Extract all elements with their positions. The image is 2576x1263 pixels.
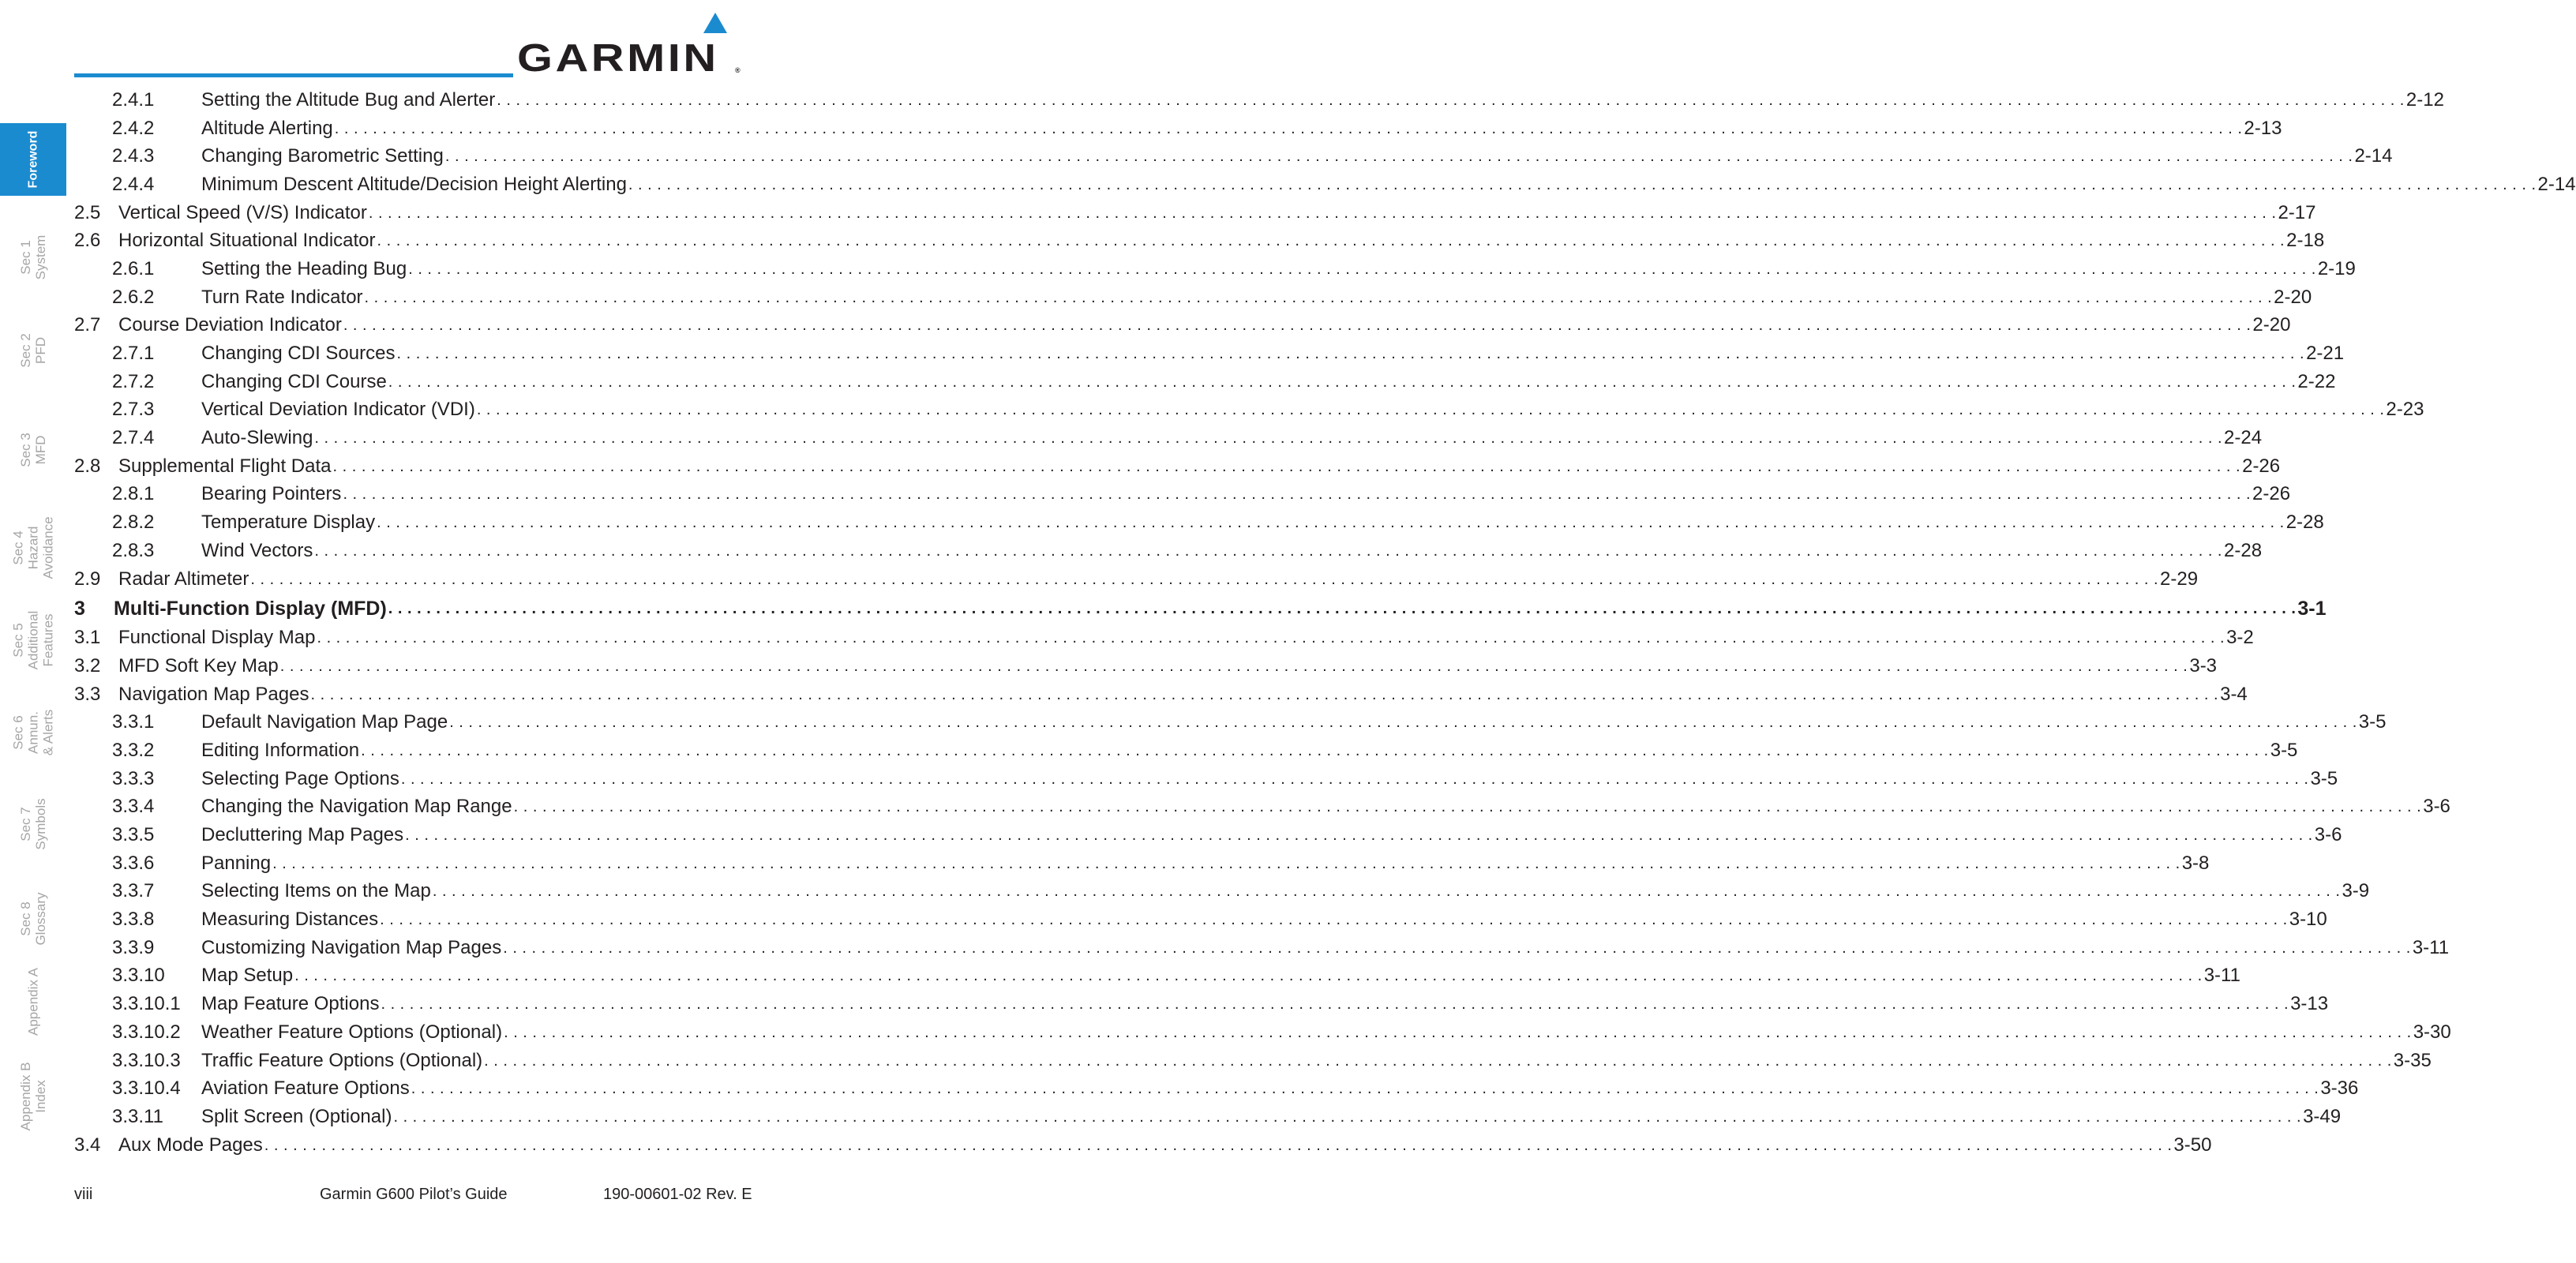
dot-leader: . . . . . . . . . . . . . . . . . . . . . . . . . . . . . . . . . . . . . . . . . . . . . . . . . . . . . . . . . . . . . . . . . . . . . . . . . . . . . . . . . . . . . . . . . . . . . . . . . . . . . . . . . . . . . . . . . . . . . . . . . . . . . . . . . . . . . . . . . . . . . . . . . . . . . . . . . . . . . . . . . . . . . . . . . . . . . . . . . . . . . . . . . . . . . . . . . . . . . . . . <box>272 854 2180 872</box>
toc-entry[interactable] <box>74 227 2325 255</box>
dot-leader: . . . . . . . . . . . . . . . . . . . . . . . . . . . . . . . . . . . . . . . . . . . . . . . . . . . . . . . . . . . . . . . . . . . . . . . . . . . . . . . . . . . . . . . . . . . . . . . . . . . . . . . . . . . . . . . . . . . . . . . . . . . . . . . . . . . . . . . . . . . . . . . . . . . . . . . . . . . . . . . . . . . . . . . . . . . . . . . . . . . . . . . . . . . . . . . . . . . . . . . . <box>504 1023 2412 1041</box>
dot-leader: . . . . . . . . . . . . . . . . . . . . . . . . . . . . . . . . . . . . . . . . . . . . . . . . . . . . . . . . . . . . . . . . . . . . . . . . . . . . . . . . . . . . . . . . . . . . . . . . . . . . . . . . . . . . . . . . . . . . . . . . . . . . . . . . . . . . . . . . . . . . . . . . . . . . . . . . . . . . . . . . . . . . . . . . . . . . . . . . . . . . . . . . . . . . . . . . . . . . . . . . <box>396 345 2305 363</box>
toc-entry[interactable] <box>74 849 2210 878</box>
toc-entry-number: 2.8 <box>74 455 101 477</box>
toc-entry[interactable] <box>74 793 2450 822</box>
side-tab-label: Sec 4 Hazard Avoidance <box>10 516 56 579</box>
toc-entry-title: Vertical Speed (V/S) Indicator <box>118 201 367 223</box>
toc-entry-page: 2-24 <box>2224 427 2263 449</box>
toc-entry-page: 2-18 <box>2286 230 2325 252</box>
dot-leader: . . . . . . . . . . . . . . . . . . . . . . . . . . . . . . . . . . . . . . . . . . . . . . . . . . . . . . . . . . . . . . . . . . . . . . . . . . . . . . . . . . . . . . . . . . . . . . . . . . . . . . . . . . . . . . . . . . . . . . . . . . . . . . . . . . . . . . . . . . . . . . . . . . . . . . . . . . . . . . . . . . . . . . . . . . . . . . . . . . . . . . . . . . . . . . . . . . . . . . . . <box>497 91 2405 109</box>
toc-entry-page: 2-26 <box>2242 455 2281 477</box>
toc-entry-number: 3 <box>74 597 85 620</box>
dot-leader: . . . . . . . . . . . . . . . . . . . . . . . . . . . . . . . . . . . . . . . . . . . . . . . . . . . . . . . . . . . . . . . . . . . . . . . . . . . . . . . . . . . . . . . . . . . . . . . . . . . . . . . . . . . . . . . . . . . . . . . . . . . . . . . . . . . . . . . . . . . . . . . . . . . . . . . . . . . . . . . . . . . . . . . . . . . . . . . . . . . . . . . . . . . . . . . . . . . . . . . . <box>444 148 2353 166</box>
toc-entry-number: 2.7.2 <box>112 370 155 392</box>
dot-leader: . . . . . . . . . . . . . . . . . . . . . . . . . . . . . . . . . . . . . . . . . . . . . . . . . . . . . . . . . . . . . . . . . . . . . . . . . . . . . . . . . . . . . . . . . . . . . . . . . . . . . . . . . . . . . . . . . . . . . . . . . . . . . . . . . . . . . . . . . . . . . . . . . . . . . . . . . . . . . . . . . . . . . . . . . . . . . . . . . . . . . . . . . . . . . . . . . . . . . . . . <box>334 119 2243 137</box>
toc-entry-number: 3.3.9 <box>112 936 155 958</box>
toc-entry[interactable] <box>74 962 2240 991</box>
dot-leader: . . . . . . . . . . . . . . . . . . . . . . . . . . . . . . . . . . . . . . . . . . . . . . . . . . . . . . . . . . . . . . . . . . . . . . . . . . . . . . . . . . . . . . . . . . . . . . . . . . . . . . . . . . . . . . . . . . . . . . . . . . . . . . . . . . . . . . . . . . . . . . . . . . . . . . . . . . . . . . . . . . . . . . . . . . . . . . . . . . . . . . . . . . . . . . . . . . . . . . . . <box>393 1107 2302 1126</box>
toc-entry-page: 3-4 <box>2220 683 2248 705</box>
registered-mark: ® <box>735 66 741 74</box>
toc-entry[interactable] <box>74 312 2291 340</box>
dot-leader: . . . . . . . . . . . . . . . . . . . . . . . . . . . . . . . . . . . . . . . . . . . . . . . . . . . . . . . . . . . . . . . . . . . . . . . . . . . . . . . . . . . . . . . . . . . . . . . . . . . . . . . . . . . . . . . . . . . . . . . . . . . . . . . . . . . . . . . . . . . . . . . . . . . . . . . . . . . . . . . . . . . . . . . . . . . . . . . . . . . . . . . . . . . . . . . . . . . . . . . . <box>317 629 2225 647</box>
toc-entry-title: Aviation Feature Options <box>201 1077 410 1100</box>
toc-entry-title: Editing Information <box>201 739 360 761</box>
toc-entry-title: Setting the Altitude Bug and Alerter <box>201 88 496 111</box>
toc-entry-title: Auto-Slewing <box>201 427 313 449</box>
toc-entry-number: 2.7.4 <box>112 427 155 449</box>
toc-entry-title: Panning <box>201 852 272 874</box>
toc-entry[interactable] <box>74 1074 2359 1103</box>
toc-entry-number: 2.6.1 <box>112 257 155 279</box>
toc-entry-number: 2.6.2 <box>112 286 155 308</box>
toc-entry[interactable] <box>74 934 2450 962</box>
toc-entry-number: 2.7 <box>74 314 101 336</box>
footer-page-number: viii <box>74 1186 93 1203</box>
toc-entry[interactable] <box>74 452 2281 481</box>
toc-entry-title: Map Feature Options <box>201 993 380 1015</box>
toc-entry[interactable] <box>74 593 2327 624</box>
toc-entry-page: 2-28 <box>2224 539 2263 561</box>
toc-entry-page: 3-5 <box>2358 711 2387 733</box>
toc-entry-page: 2-12 <box>2405 88 2444 111</box>
dot-leader: . . . . . . . . . . . . . . . . . . . . . . . . . . . . . . . . . . . . . . . . . . . . . . . . . . . . . . . . . . . . . . . . . . . . . . . . . . . . . . . . . . . . . . . . . . . . . . . . . . . . . . . . . . . . . . . . . . . . . . . . . . . . . . . . . . . . . . . . . . . . . . . . . . . . . . . . . . . . . . . . . . . . . . . . . . . . . . . . . . . . . . . . . . . . . . . . . . . . . . . . <box>408 260 2316 278</box>
toc-entry-page: 2-22 <box>2297 370 2336 392</box>
toc-entry-number: 3.3.1 <box>112 711 155 733</box>
side-tab-label: Sec 7 Symbols <box>18 798 48 850</box>
toc-entry-number: 2.8.3 <box>112 539 155 561</box>
toc-entry[interactable] <box>74 396 2424 425</box>
side-tab-10[interactable] <box>0 1050 66 1143</box>
toc-entry-title: Measuring Distances <box>201 909 379 931</box>
toc-entry-number: 2.6 <box>74 230 101 252</box>
toc-entry-number: 2.8.2 <box>112 512 155 534</box>
toc-entry-number: 3.3.8 <box>112 909 155 931</box>
toc-entry[interactable] <box>74 86 2444 114</box>
dot-leader: . . . . . . . . . . . . . . . . . . . . . . . . . . . . . . . . . . . . . . . . . . . . . . . . . . . . . . . . . . . . . . . . . . . . . . . . . . . . . . . . . . . . . . . . . . . . . . . . . . . . . . . . . . . . . . . . . . . . . . . . . . . . . . . . . . . . . . . . . . . . . . . . . . . . . . . . . . . . . . . . . . . . . . . . . . . . . . . . . . . . . . . . . . . . . . . . . . . . . . . . <box>368 204 2277 222</box>
toc-entry-title: Supplemental Flight Data <box>118 455 332 477</box>
toc-entry-title: Map Setup <box>201 965 294 987</box>
toc-entry[interactable] <box>74 1103 2342 1131</box>
toc-entry-page: 2-29 <box>2160 568 2199 590</box>
toc-entry-number: 2.8.1 <box>112 483 155 505</box>
toc-entry-number: 3.3.10.4 <box>112 1077 181 1100</box>
toc-entry[interactable] <box>74 765 2338 793</box>
toc-entry-title: Navigation Map Pages <box>118 683 309 705</box>
toc-entry-title: Changing Barometric Setting <box>201 145 444 167</box>
toc-entry-number: 3.3.4 <box>112 796 155 818</box>
toc-entry-number: 3.3.5 <box>112 824 155 846</box>
dot-leader: . . . . . . . . . . . . . . . . . . . . . . . . . . . . . . . . . . . . . . . . . . . . . . . . . . . . . . . . . . . . . . . . . . . . . . . . . . . . . . . . . . . . . . . . . . . . . . . . . . . . . . . . . . . . . . . . . . . . . . . . . . . . . . . . . . . . . . . . . . . . . . . . . . . . . . . . . . . . . . . . . . . . . . . . . . . . . . . . . . . . . . . . . . . . . . . . . . . . . . . . <box>484 1051 2392 1070</box>
dot-leader: . . . . . . . . . . . . . . . . . . . . . . . . . . . . . . . . . . . . . . . . . . . . . . . . . . . . . . . . . . . . . . . . . . . . . . . . . . . . . . . . . . . . . . . . . . . . . . . . . . . . . . . . . . . . . . . . . . . . . . . . . . . . . . . . . . . . . . . . . . . . . . . . . . . . . . . . . . . . . . . . . . . . . . . . . . . . . . . . . . . . . . . . . . . . . . . . . . . . . . . . <box>432 883 2341 901</box>
toc-entry-title: Wind Vectors <box>201 539 313 561</box>
dot-leader: . . . . . . . . . . . . . . . . . . . . . . . . . . . . . . . . . . . . . . . . . . . . . . . . . . . . . . . . . . . . . . . . . . . . . . . . . . . . . . . . . . . . . . . . . . . . . . . . . . . . . . . . . . . . . . . . . . . . . . . . . . . . . . . . . . . . . . . . . . . . . . . . . . . . . . . . . . . . . . . . . . . . . . . . . . . . . . . . . . . . . . . . . . . . . . . . . . . . . . . . <box>264 1136 2173 1154</box>
toc-entry-number: 3.4 <box>74 1134 101 1156</box>
side-tab-0[interactable] <box>0 123 66 196</box>
toc-entry-page: 3-6 <box>2423 796 2450 818</box>
toc-entry-title: Customizing Navigation Map Pages <box>201 936 502 958</box>
side-tab-label: Appendix A <box>25 967 41 1036</box>
toc-entry-page: 3-6 <box>2314 824 2342 846</box>
toc-entry-title: Selecting Items on the Map <box>201 880 431 902</box>
toc-entry-title: Vertical Deviation Indicator (VDI) <box>201 399 475 421</box>
dot-leader: . . . . . . . . . . . . . . . . . . . . . . . . . . . . . . . . . . . . . . . . . . . . . . . . . . . . . . . . . . . . . . . . . . . . . . . . . . . . . . . . . . . . . . . . . . . . . . . . . . . . . . . . . . . . . . . . . . . . . . . . . . . . . . . . . . . . . . . . . . . . . . . . . . . . . . . . . . . . . . . . . . . . . . . . . . . . . . . . . . . . . . . . . . . . . . . . . . . . . . . . <box>343 485 2252 504</box>
toc-entry-page: 3-3 <box>2189 654 2218 676</box>
toc-entry-title: Changing the Navigation Map Range <box>201 796 512 818</box>
toc-entry[interactable] <box>74 708 2387 736</box>
toc-entry-page: 3-2 <box>2226 627 2254 649</box>
toc-entry-page: 3-11 <box>2412 936 2450 958</box>
dot-leader: . . . . . . . . . . . . . . . . . . . . . . . . . . . . . . . . . . . . . . . . . . . . . . . . . . . . . . . . . . . . . . . . . . . . . . . . . . . . . . . . . . . . . . . . . . . . . . . . . . . . . . . . . . . . . . . . . . . . . . . . . . . . . . . . . . . . . . . . . . . . . . . . . . . . . . . . . . . . . . . . . . . . . . . . . . . . . . . . . . . . . . . . . . . . . . . . . . . . . . . . <box>388 373 2297 391</box>
side-tab-label: Sec 3 MFD <box>18 433 48 467</box>
toc-entry-title: Altitude Alerting <box>201 117 333 139</box>
toc-entry-title: Aux Mode Pages <box>118 1134 263 1156</box>
dot-leader: . . . . . . . . . . . . . . . . . . . . . . . . . . . . . . . . . . . . . . . . . . . . . . . . . . . . . . . . . . . . . . . . . . . . . . . . . . . . . . . . . . . . . . . . . . . . . . . . . . . . . . . . . . . . . . . . . . . . . . . . . . . . . . . . . . . . . . . . . . . . . . . . . . . . . . . . . . . . . . . . . . . . . . . . . . . . . . . . . . . . . . . . . . . . . . . . . . . . . . . . <box>628 175 2537 193</box>
toc-entry-number: 2.7.1 <box>112 343 155 365</box>
toc-entry-title: Course Deviation Indicator <box>118 314 342 336</box>
toc-entry-title: Turn Rate Indicator <box>201 286 363 308</box>
dot-leader: . . . . . . . . . . . . . . . . . . . . . . . . . . . . . . . . . . . . . . . . . . . . . . . . . . . . . . . . . . . . . . . . . . . . . . . . . . . . . . . . . . . . . . . . . . . . . . . . . . . . . . . . . . . . . . . . . . . . . . . . . . . . . . . . . . . . . . . . . . . . . . . . . . . . . . . . . . . . . . . . . . . . . . . . . . . . . . . . . . . . . . . . . . . . . . . . . . . . . . . . <box>400 770 2309 788</box>
dot-leader: . . . . . . . . . . . . . . . . . . . . . . . . . . . . . . . . . . . . . . . . . . . . . . . . . . . . . . . . . . . . . . . . . . . . . . . . . . . . . . . . . . . . . . . . . . . . . . . . . . . . . . . . . . . . . . . . . . . . . . . . . . . . . . . . . . . . . . . . . . . . . . . . . . . . . . . . . . . . . . . . . . . . . . . . . . . . . . . . . . . . . . . . . . . . . . . . . . . . . . . . <box>405 826 2313 845</box>
footer-doc-id: 190-00601-02 Rev. E <box>603 1186 752 1203</box>
toc-entry[interactable] <box>74 680 2248 709</box>
side-tab-label: Foreword <box>26 130 40 189</box>
toc-entry-number: 3.3.6 <box>112 852 155 874</box>
toc-entry-title: Functional Display Map <box>118 627 316 649</box>
footer-title: Garmin G600 Pilot’s Guide <box>320 1186 508 1203</box>
toc-entry[interactable] <box>74 339 2345 368</box>
dot-leader: . . . . . . . . . . . . . . . . . . . . . . . . . . . . . . . . . . . . . . . . . . . . . . . . . . . . . . . . . . . . . . . . . . . . . . . . . . . . . . . . . . . . . . . . . . . . . . . . . . . . . . . . . . . . . . . . . . . . . . . . . . . . . . . . . . . . . . . . . . . . . . . . . . . . . . . . . . . . . . . . . . . . . . . . . . . . . . . . . . . . . . . . . . . . . . . . . . . . . . . . <box>377 514 2285 532</box>
toc-entry[interactable] <box>74 481 2291 509</box>
toc-entry[interactable] <box>74 821 2342 849</box>
toc-entry-number: 2.4.3 <box>112 145 155 167</box>
toc-entry[interactable] <box>74 624 2254 652</box>
toc-entry[interactable] <box>74 114 2282 143</box>
toc-entry-number: 2.9 <box>74 568 101 590</box>
toc-entry-title: Weather Feature Options (Optional) <box>201 1021 503 1043</box>
toc-entry-number: 3.1 <box>74 627 101 649</box>
toc-entry-page: 3-36 <box>2320 1077 2359 1100</box>
side-tab-7[interactable] <box>0 781 66 867</box>
header-rule <box>74 73 513 77</box>
toc-entry-page: 3-13 <box>2290 993 2329 1015</box>
toc-entry[interactable] <box>74 736 2298 765</box>
toc-entry-number: 2.7.3 <box>112 399 155 421</box>
dot-leader: . . . . . . . . . . . . . . . . . . . . . . . . . . . . . . . . . . . . . . . . . . . . . . . . . . . . . . . . . . . . . . . . . . . . . . . . . . . . . . . . . . . . . . . . . . . . . . . . . . . . . . . . . . . . . . . . . . . . . . . . . . . . . . . . . . . . . . . . . . . . . . . . . . . . . . . . . . . . . . . . . . . . . . . . . . . . . . . . . . . . . . . . . . . . . . . . . . . . . . . . <box>381 995 2289 1014</box>
toc-entry-title: Minimum Descent Altitude/Decision Height Alerting <box>201 173 627 195</box>
dot-leader: . . . . . . . . . . . . . . . . . . . . . . . . . . . . . . . . . . . . . . . . . . . . . . . . . . . . . . . . . . . . . . . . . . . . . . . . . . . . . . . . . . . . . . . . . . . . . . . . . . . . . . . . . . . . . . . . . . . . . . . . . . . . . . . . . . . . . . . . . . . . . . . . . . . . . . . . . . . . . . . . . . . . . . . . . . . . . . . . . . . . . . . . . . . . . . . . . . . . . . . . <box>279 657 2188 675</box>
dot-leader: . . . . . . . . . . . . . . . . . . . . . . . . . . . . . . . . . . . . . . . . . . . . . . . . . . . . . . . . . . . . . . . . . . . . . . . . . . . . . . . . . . . . . . . . . . . . . . . . . . . . . . . . . . . . . . . . . . . . . . . . . . . . . . . . . . . . . . . . . . . . . . . . . . . . . . . . . . . . . . . . . . . . . . . . . . . . . . . . . . . . . . . . . . . . . . . . . . . . . . . . <box>314 542 2222 560</box>
toc-entry[interactable] <box>74 565 2199 594</box>
toc-entry[interactable] <box>74 1018 2451 1047</box>
toc-entry[interactable] <box>74 905 2327 934</box>
toc-entry-number: 3.3 <box>74 683 101 705</box>
dot-leader: . . . . . . . . . . . . . . . . . . . . . . . . . . . . . . . . . . . . . . . . . . . . . . . . . . . . . . . . . . . . . . . . . . . . . . . . . . . . . . . . . . . . . . . . . . . . . . . . . . . . . . . . . . . . . . . . . . . . . . . . . . . . . . . . . . . . . . . . . . . . . . . . . . . . . . . . . . . . . . . . . . . . . . . . . . . . . . . . . . . . . . . . . . . . . . . . . . . . . . . . <box>503 939 2411 957</box>
toc-entry-page: 3-5 <box>2270 739 2298 761</box>
toc-entry-page: 3-8 <box>2181 852 2210 874</box>
toc-entry-page: 3-9 <box>2342 880 2370 902</box>
toc-entry-number: 3.3.10.2 <box>112 1021 181 1043</box>
toc-entry-title: Setting the Heading Bug <box>201 257 407 279</box>
toc-entry[interactable] <box>74 508 2324 537</box>
dot-leader: . . . . . . . . . . . . . . . . . . . . . . . . . . . . . . . . . . . . . . . . . . . . . . . . . . . . . . . . . . . . . . . . . . . . . . . . . . . . . . . . . . . . . . . . . . . . . . . . . . . . . . . . . . . . . . . . . . . . . . . . . . . . . . . . . . . . . . . . . . . . . . . . . . . . . . . . . . . . . . . . . . . . . . . . . . . . . . . . . . . . . . . . . . . . . . . . . . . . . . . . <box>250 570 2159 588</box>
dot-leader: . . . . . . . . . . . . . . . . . . . . . . . . . . . . . . . . . . . . . . . . . . . . . . . . . . . . . . . . . . . . . . . . . . . . . . . . . . . . . . . . . . . . . . . . . . . . . . . . . . . . . . . . . . . . . . . . . . . . . . . . . . . . . . . . . . . . . . . . . . . . . . . . . . . . . . . . . . . . . . . . . . . . . . . . . . . . . . . . . . . . . . . . . . . . . . . . . . . . . . . . <box>332 457 2241 475</box>
toc-entry-title: Decluttering Map Pages <box>201 824 404 846</box>
toc-entry-number: 2.4.1 <box>112 88 155 111</box>
toc-entry-page: 2-14 <box>2537 173 2576 195</box>
dot-leader: . . . . . . . . . . . . . . . . . . . . . . . . . . . . . . . . . . . . . . . . . . . . . . . . . . . . . . . . . . . . . . . . . . . . . . . . . . . . . . . . . . . . . . . . . . . . . . . . . . . . . . . . . . . . . . . . . . . . . . . . . . . . . . . . . . . . . . . . . . . . . . . . . . . . . . . . . . . . . . . . . . . . . . . . . . . . . . . . . . . . . . . . . . . . . . . . . . . . . . . . <box>314 429 2223 448</box>
toc-entry[interactable] <box>74 1131 2212 1160</box>
toc-entry-page: 2-20 <box>2274 286 2312 308</box>
toc-entry[interactable] <box>74 199 2316 227</box>
dot-leader: . . . . . . . . . . . . . . . . . . . . . . . . . . . . . . . . . . . . . . . . . . . . . . . . . . . . . . . . . . . . . . . . . . . . . . . . . . . . . . . . . . . . . . . . . . . . . . . . . . . . . . . . . . . . . . . . . . . . . . . . . . . . . . . . . . . . . . . . . . . . . . . . . . . . . . . . . . . . . . . . . . . . . . . . . . . . . . . . . . . . . . . . . . . . . . . . . . . . . . . . <box>364 288 2273 306</box>
toc-entry-page: 2-14 <box>2354 145 2393 167</box>
toc-entry-number: 3.3.10.1 <box>112 993 181 1015</box>
toc-entry-number: 3.3.10 <box>112 965 165 987</box>
section-tabs <box>0 0 66 1263</box>
table-of-contents <box>74 86 2576 1159</box>
toc-entry-title: Temperature Display <box>201 512 376 534</box>
side-tab-6[interactable] <box>0 685 66 780</box>
toc-entry-number: 2.4.2 <box>112 117 155 139</box>
toc-entry[interactable] <box>74 368 2336 396</box>
toc-entry-number: 3.3.10.3 <box>112 1049 181 1071</box>
side-tab-2[interactable] <box>0 314 66 387</box>
dot-leader: . . . . . . . . . . . . . . . . . . . . . . . . . . . . . . . . . . . . . . . . . . . . . . . . . . . . . . . . . . . . . . . . . . . . . . . . . . . . . . . . . . . . . . . . . . . . . . . . . . . . . . . . . . . . . . . . . . . . . . . . . . . . . . . . . . . . . . . . . . . . . . . . . . . . . . . . . . . . . . . . . . . . . . . . . . . . . . . . . . . . . . . . . . . . . . . . . . . . . . . . <box>377 232 2285 250</box>
dot-leader: . . . . . . . . . . . . . . . . . . . . . . . . . . . . . . . . . . . . . . . . . . . . . . . . . . . . . . . . . . . . . . . . . . . . . . . . . . . . . . . . . . . . . . . . . . . . . . . . . . . . . . . . . . . . . . . . . . . . . . . . . . . . . . . . . . . . . . . . . . . . . . . . . . . . . . . . . . . . . . . . . . . . . . . . . . . . . . . . . . . . . . . . . . . . . . . . . . . . . . . . <box>411 1080 2319 1098</box>
toc-entry[interactable] <box>74 878 2370 906</box>
toc-entry-page: 3-5 <box>2310 767 2338 789</box>
side-tab-8[interactable] <box>0 876 66 961</box>
toc-entry-number: 2.4.4 <box>112 173 155 195</box>
toc-entry-title: Horizontal Situational Indicator <box>118 230 376 252</box>
toc-entry-title: Changing CDI Sources <box>201 343 396 365</box>
triangle-icon <box>703 13 727 33</box>
toc-entry-page: 3-50 <box>2173 1134 2212 1156</box>
dot-leader: . . . . . . . . . . . . . . . . . . . . . . . . . . . . . . . . . . . . . . . . . . . . . . . . . . . . . . . . . . . . . . . . . . . . . . . . . . . . . . . . . . . . . . . . . . . . . . . . . . . . . . . . . . . . . . . . . . . . . . . . . . . . . . . . . . . . . . . . . . . . . . . . . . . . . . . . . . . . . . . . . . . . . . . . . . . . . . . . . . . . . . . . . . . . . . . . . . . . . . . . <box>513 798 2422 816</box>
dot-leader: . . . . . . . . . . . . . . . . . . . . . . . . . . . . . . . . . . . . . . . . . . . . . . . . . . . . . . . . . . . . . . . . . . . . . . . . . . . . . . . . . . . . . . . . . . . . . . . . . . . . . . . . . . . . . . . . . . . . . . . . . . . . . . . . . . . . . . . . . . . . . . . . . . . . . . . . . . . . . . . . . . . . . . . . . . . . . . . . . . . . . . . . . . . . . . . . . . . . . . . . <box>380 911 2288 929</box>
toc-entry-number: 3.3.2 <box>112 739 155 761</box>
side-tab-1[interactable] <box>0 221 66 294</box>
toc-entry-title: Changing CDI Course <box>201 370 387 392</box>
toc-entry-page: 2-26 <box>2252 483 2291 505</box>
side-tab-label: Sec 1 System <box>18 234 48 280</box>
toc-entry-title: Selecting Page Options <box>201 767 399 789</box>
toc-entry-title: Default Navigation Map Page <box>201 711 448 733</box>
side-tab-5[interactable] <box>0 594 66 687</box>
side-tab-9[interactable] <box>0 955 66 1048</box>
side-tab-label: Sec 8 Glossary <box>18 892 48 946</box>
side-tab-label: Sec 2 PFD <box>18 333 48 368</box>
toc-entry-title: Split Screen (Optional) <box>201 1105 392 1127</box>
dot-leader: . . . . . . . . . . . . . . . . . . . . . . . . . . . . . . . . . . . . . . . . . . . . . . . . . . . . . . . . . . . . . . . . . . . . . . . . . . . . . . . . . . . . . . . . . . . . . . . . . . . . . . . . . . . . . . . . . . . . . . . . . . . . . . . . . . . . . . . . . . . . . . . . . . . . . . . . . . . . . . . . . . . . . . . . . . . . . . . . . . . . . . . . . . . . . . . . . . . . . . . . <box>294 967 2203 985</box>
toc-entry-number: 3.2 <box>74 654 101 676</box>
toc-entry-page: 3-1 <box>2297 597 2327 620</box>
toc-entry[interactable] <box>74 652 2218 680</box>
toc-entry-page: 2-17 <box>2278 201 2316 223</box>
toc-entry[interactable] <box>74 424 2263 452</box>
toc-entry-number: 3.3.7 <box>112 880 155 902</box>
toc-entry[interactable] <box>74 255 2356 283</box>
toc-entry-number: 2.5 <box>74 201 101 223</box>
garmin-wordmark: GARMIN <box>517 37 719 80</box>
dot-leader: . . . . . . . . . . . . . . . . . . . . . . . . . . . . . . . . . . . . . . . . . . . . . . . . . . . . . . . . . . . . . . . . . . . . . . . . . . . . . . . . . . . . . . . . . . . . . . . . . . . . . . . . . . . . . . . . . . . . . . . . . . . . . . . . . . . . . . . . . . . . . . . . . . . . . . . . . . . . . . . . . . . . . . . . . . . . . . . . . . . . . . . . . . . . . . . . . . . . . . . . <box>310 685 2219 703</box>
toc-entry-page: 3-30 <box>2413 1021 2451 1043</box>
dot-leader: . . . . . . . . . . . . . . . . . . . . . . . . . . . . . . . . . . . . . . . . . . . . . . . . . . . . . . . . . . . . . . . . . . . . . . . . . . . . . . . . . . . . . . . . . . . . . . . . . . . . . . . . . . . . . . . . . . . . . . . . . . . . . . . . . . . . . . . . . . . . . . . . . . . . . . . . . . . . . . . . . . . . . . . . . . . . . . . . . . . . . . . . . . . . . . . . . . . . . . . . <box>388 599 2297 617</box>
dot-leader: . . . . . . . . . . . . . . . . . . . . . . . . . . . . . . . . . . . . . . . . . . . . . . . . . . . . . . . . . . . . . . . . . . . . . . . . . . . . . . . . . . . . . . . . . . . . . . . . . . . . . . . . . . . . . . . . . . . . . . . . . . . . . . . . . . . . . . . . . . . . . . . . . . . . . . . . . . . . . . . . . . . . . . . . . . . . . . . . . . . . . . . . . . . . . . . . . . . . . . . . <box>449 714 2357 732</box>
dot-leader: . . . . . . . . . . . . . . . . . . . . . . . . . . . . . . . . . . . . . . . . . . . . . . . . . . . . . . . . . . . . . . . . . . . . . . . . . . . . . . . . . . . . . . . . . . . . . . . . . . . . . . . . . . . . . . . . . . . . . . . . . . . . . . . . . . . . . . . . . . . . . . . . . . . . . . . . . . . . . . . . . . . . . . . . . . . . . . . . . . . . . . . . . . . . . . . . . . . . . . . . <box>343 317 2252 335</box>
dot-leader: . . . . . . . . . . . . . . . . . . . . . . . . . . . . . . . . . . . . . . . . . . . . . . . . . . . . . . . . . . . . . . . . . . . . . . . . . . . . . . . . . . . . . . . . . . . . . . . . . . . . . . . . . . . . . . . . . . . . . . . . . . . . . . . . . . . . . . . . . . . . . . . . . . . . . . . . . . . . . . . . . . . . . . . . . . . . . . . . . . . . . . . . . . . . . . . . . . . . . . . . <box>361 741 2269 759</box>
toc-entry-title: MFD Soft Key Map <box>118 654 279 676</box>
toc-entry-page: 2-20 <box>2252 314 2291 336</box>
toc-entry-title: Radar Altimeter <box>118 568 249 590</box>
toc-entry-page: 2-21 <box>2306 343 2345 365</box>
side-tab-label: Sec 6 Annun. & Alerts <box>10 709 56 756</box>
garmin-logo <box>517 35 754 82</box>
toc-entry-page: 3-11 <box>2203 965 2240 987</box>
toc-entry[interactable] <box>74 1047 2432 1075</box>
toc-entry-page: 3-35 <box>2393 1049 2432 1071</box>
toc-entry[interactable] <box>74 171 2576 199</box>
dot-leader: . . . . . . . . . . . . . . . . . . . . . . . . . . . . . . . . . . . . . . . . . . . . . . . . . . . . . . . . . . . . . . . . . . . . . . . . . . . . . . . . . . . . . . . . . . . . . . . . . . . . . . . . . . . . . . . . . . . . . . . . . . . . . . . . . . . . . . . . . . . . . . . . . . . . . . . . . . . . . . . . . . . . . . . . . . . . . . . . . . . . . . . . . . . . . . . . . . . . . . . . <box>476 401 2385 419</box>
toc-entry[interactable] <box>74 142 2393 171</box>
side-tab-3[interactable] <box>0 410 66 489</box>
toc-entry-number: 3.3.11 <box>112 1105 163 1127</box>
toc-entry[interactable] <box>74 537 2263 565</box>
toc-entry[interactable] <box>74 283 2312 312</box>
toc-entry-page: 2-28 <box>2285 512 2324 534</box>
side-tab-label: Sec 5 Additional Features <box>10 610 56 670</box>
toc-entry[interactable] <box>74 990 2329 1018</box>
toc-entry-page: 2-19 <box>2317 257 2356 279</box>
toc-entry-page: 2-23 <box>2386 399 2424 421</box>
side-tab-label: Appendix B Index <box>18 1062 48 1131</box>
toc-entry-number: 3.3.3 <box>112 767 155 789</box>
side-tab-4[interactable] <box>0 501 66 594</box>
toc-entry-page: 3-10 <box>2289 909 2327 931</box>
toc-entry-page: 2-13 <box>2244 117 2282 139</box>
toc-entry-title: Multi-Function Display (MFD) <box>114 597 387 620</box>
toc-entry-page: 3-49 <box>2303 1105 2342 1127</box>
toc-entry-title: Traffic Feature Options (Optional) <box>201 1049 483 1071</box>
toc-entry-title: Bearing Pointers <box>201 483 342 505</box>
